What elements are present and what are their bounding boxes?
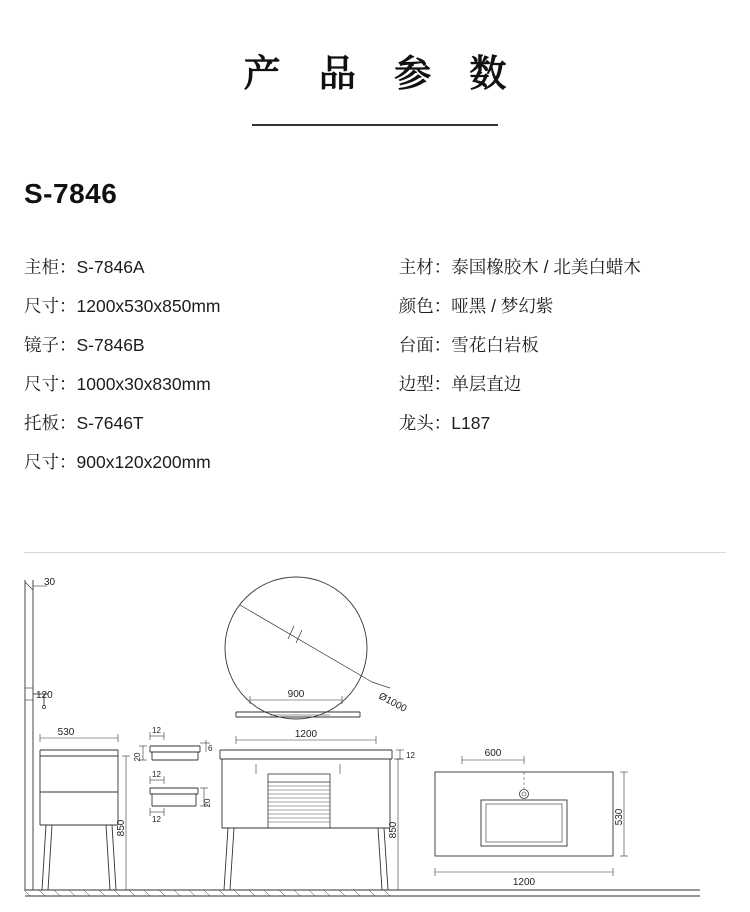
dim-shelf-a: 12: [152, 726, 161, 735]
dim-plan-width: 1200: [512, 877, 536, 888]
spec-value: S-7846A: [76, 257, 145, 278]
page-title: 产 品 参 数: [243, 53, 521, 94]
spec-label: 镜子：: [24, 335, 77, 356]
spec-label: 主材：: [398, 257, 452, 278]
dim-shelf-e: 20: [203, 798, 212, 808]
spec-row: [24, 443, 399, 482]
spec-value: L187: [451, 413, 491, 434]
spec-row: [24, 365, 399, 404]
spec-label: 边型：: [398, 374, 452, 395]
spec-label: 托板：: [24, 413, 77, 434]
spec-row: [24, 404, 399, 443]
dim-left-shelf-height: 120: [36, 690, 53, 701]
dim-shelf-c: 6: [208, 744, 213, 753]
spec-label: 龙头：: [398, 413, 452, 434]
spec-row: [399, 365, 726, 404]
dim-plan-depth: 530: [614, 808, 625, 826]
page-header: [0, 0, 750, 126]
spec-row: [24, 248, 399, 287]
spec-value: 雪花白岩板: [451, 335, 539, 356]
spec-label: 尺寸：: [24, 452, 77, 473]
model-code: S-7846: [24, 178, 118, 210]
dim-counter-thickness: 12: [406, 751, 415, 760]
spec-column-left: [24, 248, 399, 482]
spec-value: S-7646T: [76, 413, 144, 434]
spec-row: [399, 248, 726, 287]
dim-main-cabinet-height: 850: [388, 821, 399, 839]
dim-shelf-b: 20: [133, 752, 142, 762]
dim-side-cabinet-width: 530: [57, 727, 75, 738]
spec-value: 1200x530x850mm: [76, 296, 221, 317]
spec-value: 900x120x200mm: [76, 452, 211, 473]
drawing-dimension-labels: [36, 577, 625, 888]
spec-row: [24, 287, 399, 326]
dim-shelf-d: 12: [152, 770, 161, 779]
spec-label: 主柜：: [24, 257, 77, 278]
dim-mirror-width: 900: [287, 689, 305, 700]
spec-value: 泰国橡胶木 / 北美白蜡木: [451, 257, 641, 278]
spec-row: [399, 326, 726, 365]
spec-column-right: [399, 248, 726, 482]
spec-table: [0, 248, 750, 482]
spec-value: 哑黑 / 梦幻紫: [451, 296, 554, 317]
spec-value: 单层直边: [451, 374, 522, 395]
dim-top-thickness: 30: [44, 577, 56, 588]
spec-label: 尺寸：: [24, 296, 77, 317]
spec-label: 台面：: [398, 335, 452, 356]
spec-label: 颜色：: [398, 296, 452, 317]
section-divider: [24, 552, 726, 553]
dim-mirror-diameter: Ø1000: [376, 690, 409, 715]
dim-side-cabinet-height: 850: [116, 819, 127, 837]
spec-label: 尺寸：: [24, 374, 77, 395]
dim-shelf-f: 12: [152, 815, 161, 824]
title-underline: [252, 124, 498, 126]
spec-row: [399, 404, 726, 443]
spec-row: [24, 326, 399, 365]
dim-main-cabinet-width: 1200: [294, 729, 318, 740]
dim-plan-basin-offset: 600: [484, 748, 502, 759]
spec-value: S-7846B: [76, 335, 145, 356]
spec-value: 1000x30x830mm: [76, 374, 211, 395]
spec-row: [399, 287, 726, 326]
technical-drawing: [0, 560, 750, 912]
